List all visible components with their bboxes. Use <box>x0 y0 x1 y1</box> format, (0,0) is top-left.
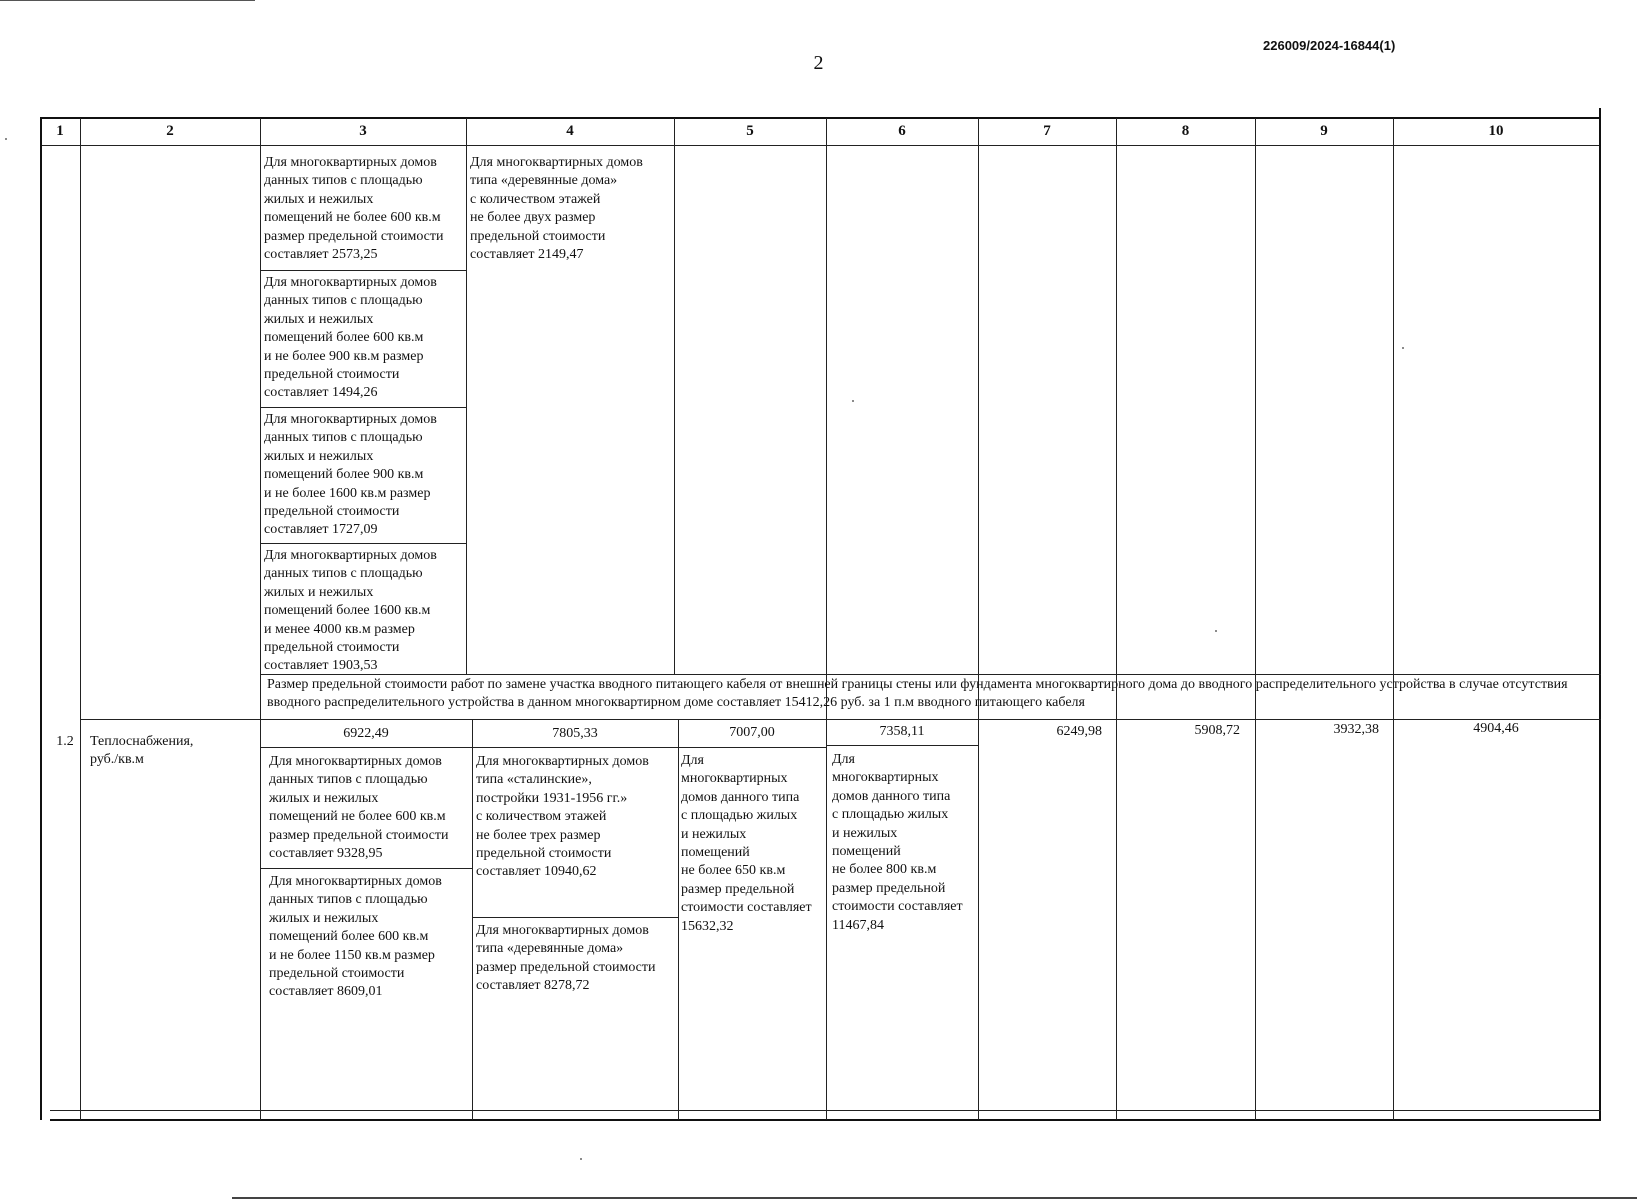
cont-col3-cell-2: Для многоквартирных домов данных типов с площадью жилых и нежилых помещений более 600 кв.м и не более 900 кв.м размер предельной стоимости составляет 1494,26 <box>264 275 437 401</box>
table-left-border <box>40 118 42 1120</box>
col-divider-3a <box>466 118 467 674</box>
col-divider-7 <box>1116 118 1117 1120</box>
header-bottom-border <box>40 145 1601 146</box>
document-number: 226009/2024-16844(1) <box>1263 38 1396 53</box>
col-divider-4b <box>678 720 679 1120</box>
table-right-border <box>1599 108 1601 1120</box>
col-divider-2 <box>260 118 261 1120</box>
subcell-divider <box>472 917 678 918</box>
row-number: 1.2 <box>56 734 74 749</box>
column-header-9: 9 <box>1320 123 1328 139</box>
col-divider-8 <box>1255 118 1256 1120</box>
subcell-divider <box>260 270 466 271</box>
value-col6: 7358,11 <box>879 724 925 739</box>
row-name: Теплоснабжения, руб./кв.м <box>90 734 194 768</box>
subcell-divider <box>260 407 466 408</box>
row12-col4-cell-1: Для многоквартирных домов типа «сталинские», постройки 1931-1956 гг.» с количеством этажей не более трех размер предельной стоимости составляет 10940,62 <box>476 754 649 880</box>
row12-col6-cell: Для многоквартирных домов данного типа с площадью жилых и нежилых помещений не более 800 кв.м размер предельной стоимости составляет 11467,84 <box>832 752 963 933</box>
page-number: 2 <box>813 52 824 74</box>
row12-col3-cell-2: Для многоквартирных домов данных типов с площадью жилых и нежилых помещений более 600 кв.м и не более 1150 кв.м размер предельной стоимости составляет 8609,01 <box>269 874 442 1000</box>
column-header-4: 4 <box>566 123 574 139</box>
value-col7: 6249,98 <box>1056 724 1102 739</box>
column-header-8: 8 <box>1181 123 1190 139</box>
cont-col3-cell-1: Для многоквартирных домов данных типов с площадью жилых и нежилых помещений не более 600 кв.м размер предельной стоимости составляет 2573,25 <box>264 155 444 263</box>
column-header-2: 2 <box>166 123 174 139</box>
row-1-2-top <box>80 719 1601 720</box>
column-header-6: 6 <box>898 123 906 139</box>
column-header-10: 10 <box>1488 123 1504 139</box>
cont-col4-cell: Для многоквартирных домов типа «деревянные дома» с количеством этажей не более двух размер предельной стоимости составляет 2149,47 <box>470 155 643 263</box>
table-top-border <box>40 117 1601 119</box>
col-divider-1 <box>80 118 81 1120</box>
column-header-5: 5 <box>746 123 754 139</box>
value-col5: 7007,00 <box>729 725 775 740</box>
col-divider-9 <box>1393 118 1394 1120</box>
row12-col3-cell-1: Для многоквартирных домов данных типов с площадью жилых и нежилых помещений не более 600 кв.м размер предельной стоимости составляет 9328,95 <box>269 754 449 862</box>
value-col8: 5908,72 <box>1194 723 1240 738</box>
col-divider-3b <box>472 720 473 1120</box>
col-divider-6 <box>978 118 979 1120</box>
column-header-3: 3 <box>359 123 367 139</box>
subcell-divider <box>260 543 466 544</box>
col-divider-5 <box>826 118 827 1120</box>
subcell-divider <box>260 868 472 869</box>
value-row-bottom <box>260 747 826 748</box>
row12-col4-cell-2: Для многоквартирных домов типа «деревянные дома» размер предельной стоимости составляет 8278,72 <box>476 923 656 994</box>
column-header-7: 7 <box>1043 123 1051 139</box>
row12-col5-cell: Для многоквартирных домов данного типа с площадью жилых и нежилых помещений не более 650 кв.м размер предельной стоимости составляет 15632,32 <box>681 753 812 934</box>
column-header-1: 1 <box>56 123 64 139</box>
inner-bottom-rule <box>50 1110 1601 1111</box>
value-col3: 6922,49 <box>343 726 389 741</box>
cont-col3-cell-3: Для многоквартирных домов данных типов с площадью жилых и нежилых помещений более 900 кв.м и не более 1600 кв.м размер предельной стоимости составляет 1727,09 <box>264 412 437 538</box>
cont-col3-cell-4: Для многоквартирных домов данных типов с площадью жилых и нежилых помещений более 1600 кв.м и менее 4000 кв.м размер предельной стоимости составляет 1903,53 <box>264 548 437 674</box>
value-col4: 7805,33 <box>552 726 598 741</box>
value-col9: 3932,38 <box>1333 722 1379 737</box>
col-divider-4a <box>674 118 675 674</box>
cable-note: Размер предельной стоимости работ по замене участка вводного питающего кабеля от внешней границы стены или фундамента многоквартирного дома до вводного распределительного устройства в случае отсутствия вводного распределительного устройства в данном многоквартирном доме составляет 15412,26 руб. за 1 п.м вводного питающего кабеля <box>267 677 1568 710</box>
value-row-bottom <box>826 745 978 746</box>
value-col10: 4904,46 <box>1473 721 1519 736</box>
